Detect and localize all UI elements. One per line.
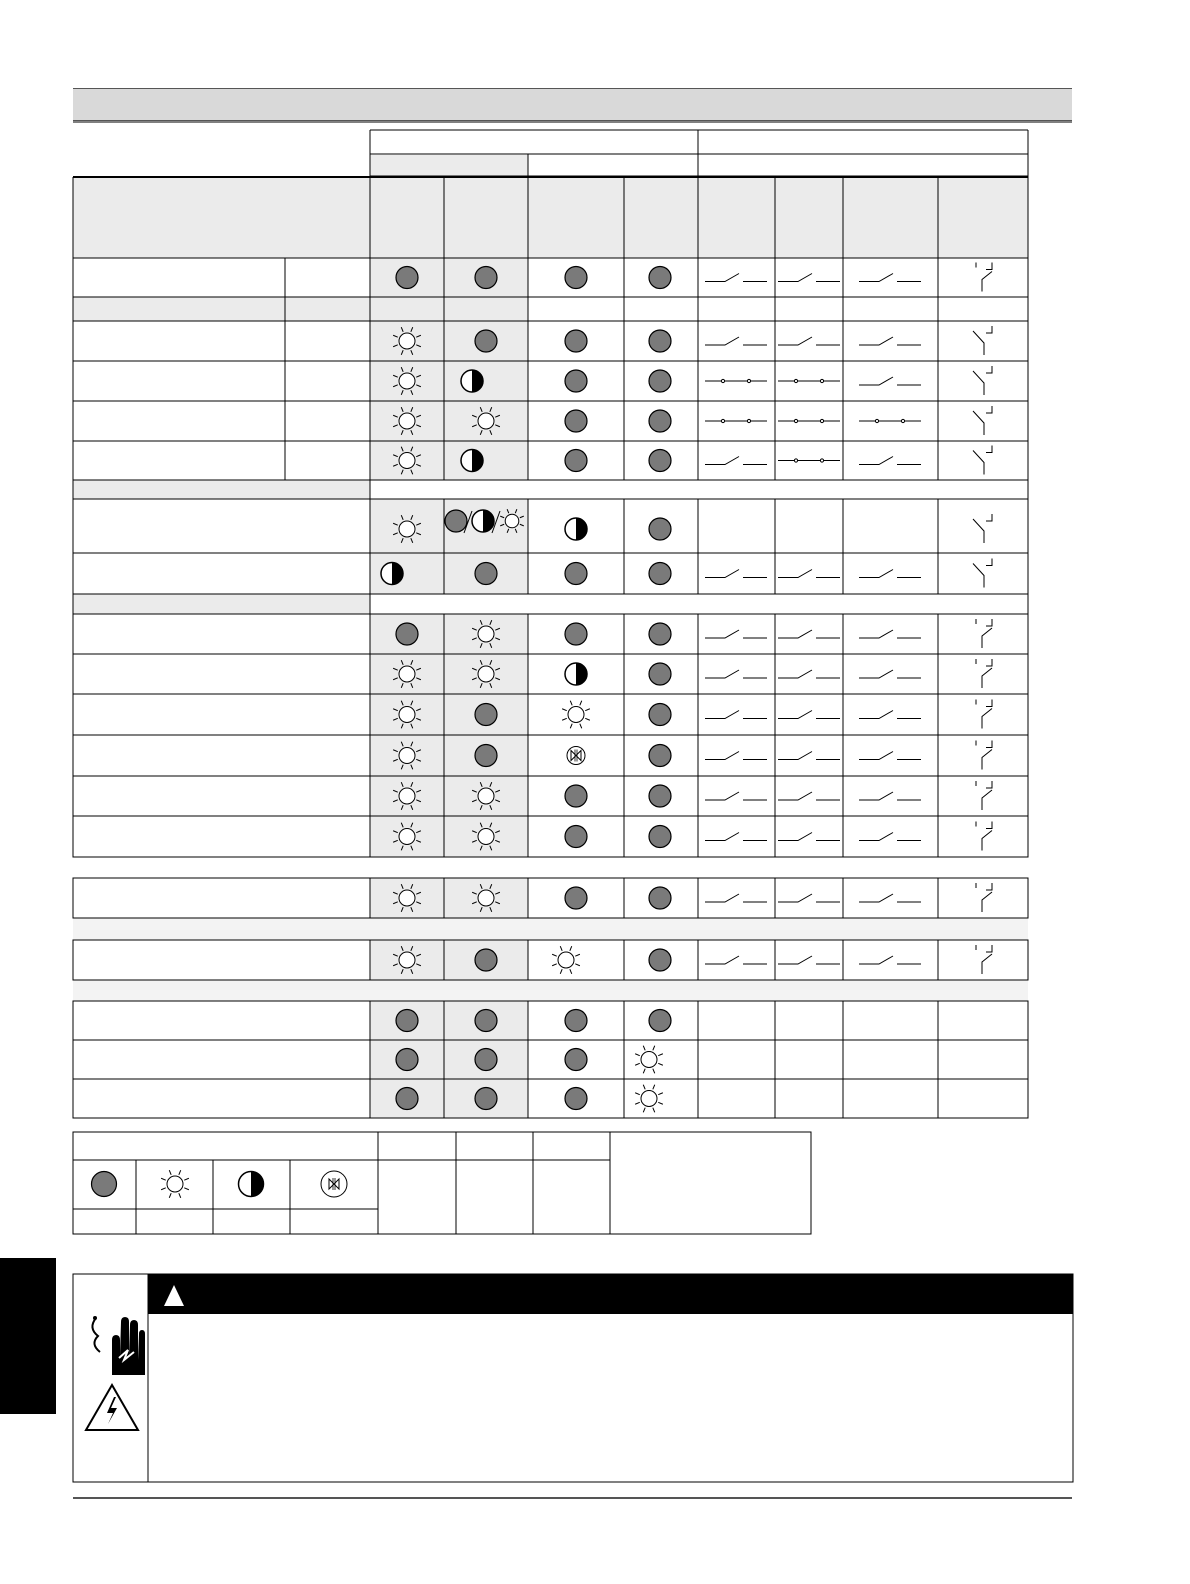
contact-open-icon [859,457,921,465]
led-off-icon [565,826,587,848]
led-off-icon [649,785,671,807]
contact-open-icon [705,711,767,719]
led-off-icon [649,518,671,540]
changeover-contact-icon [973,406,992,435]
changeover-contact-icon [976,822,992,851]
led-off-icon [475,745,497,767]
contact-open-icon [705,956,767,964]
led-on-icon [552,946,580,974]
contact-open-icon [705,670,767,678]
led-off-icon [649,410,671,432]
led-flash-icon [461,370,483,392]
table-row [393,700,992,729]
changeover-contact-icon [976,741,992,770]
contact-open-icon [859,377,921,385]
led-off-icon [475,1088,497,1110]
led-off-icon [649,330,671,352]
led-off-icon [475,704,497,726]
led-off-icon [649,887,671,909]
led-off-icon [475,563,497,585]
led-off-icon [475,1049,497,1071]
led-off-icon [649,370,671,392]
led-off-icon [649,563,671,585]
contact-open-icon [859,752,921,760]
contact-open-icon [778,670,840,678]
table-row [393,326,992,355]
changeover-contact-icon [973,446,992,475]
legend-table [73,1132,811,1234]
led-off-icon [649,704,671,726]
led-alternate-icon [321,1171,347,1197]
changeover-contact-icon [976,781,992,810]
contact-open-icon [859,337,921,345]
led-off-icon [649,623,671,645]
led-off-icon [92,1172,117,1197]
led-off-icon [396,1010,418,1032]
changeover-contact-icon [976,945,992,974]
led-off-icon [565,1088,587,1110]
led-off-icon [565,1010,587,1032]
led-off-icon [649,745,671,767]
contact-open-icon [778,711,840,719]
legend-symbols [92,1170,348,1198]
contact-open-icon [778,833,840,841]
led-off-icon [649,663,671,685]
contact-open-icon [778,274,840,282]
led-flash-icon [565,663,587,685]
led-off-icon [396,1049,418,1071]
changeover-contact-icon [976,263,992,292]
led-flash-icon [381,563,403,585]
contact-open-icon [859,670,921,678]
contact-open-icon [705,274,767,282]
contact-open-icon [859,570,921,578]
led-off-icon [565,563,587,585]
contact-open-icon [778,337,840,345]
changeover-contact-icon [973,326,992,355]
led-on-icon [635,1046,663,1074]
led-off-icon [565,1049,587,1071]
contact-open-icon [705,894,767,902]
led-on-icon [161,1170,189,1198]
led-off-icon [396,1088,418,1110]
contact-open-icon [859,630,921,638]
contact-open-icon [859,956,921,964]
contact-open-icon [778,630,840,638]
contact-closed-icon [705,379,767,382]
led-off-icon [396,267,418,289]
led-on-icon [635,1085,663,1113]
contact-open-icon [705,792,767,800]
contact-open-icon [705,570,767,578]
contact-open-icon [859,792,921,800]
led-flash-icon [472,510,494,532]
led-off-icon [649,267,671,289]
changeover-contact-icon [976,659,992,688]
led-off-icon [475,330,497,352]
led-off-icon [396,623,418,645]
changeover-contact-icon [976,619,992,648]
led-off-icon [565,623,587,645]
led-off-icon [565,450,587,472]
led-flash-icon [239,1172,264,1197]
contact-open-icon [859,894,921,902]
led-off-icon [649,949,671,971]
changeover-contact-icon [976,883,992,912]
led-on-icon [562,701,590,729]
led-flash-icon [565,518,587,540]
led-off-icon [649,450,671,472]
contact-open-icon [705,833,767,841]
table-row [396,263,992,292]
table-row [393,945,992,974]
contact-open-icon [778,956,840,964]
contact-open-icon [705,630,767,638]
changeover-contact-icon [973,514,992,543]
led-off-icon [565,410,587,432]
table-row [393,741,992,770]
led-flash-icon [461,450,483,472]
contact-closed-icon [778,379,840,382]
led-off-icon [565,267,587,289]
led-alternate-icon [567,747,585,765]
changeover-contact-icon [976,700,992,729]
changeover-contact-icon [973,366,992,395]
contact-open-icon [705,752,767,760]
contact-open-icon [705,457,767,465]
led-off-icon [565,785,587,807]
contact-closed-icon [778,419,840,422]
contact-open-icon [859,274,921,282]
led-off-icon [565,370,587,392]
contact-closed-icon [859,419,921,422]
contact-closed-icon [705,419,767,422]
contact-open-icon [778,894,840,902]
led-off-icon [649,826,671,848]
led-off-icon [565,887,587,909]
contact-open-icon [705,337,767,345]
contact-open-icon [859,711,921,719]
led-off-icon [649,1010,671,1032]
contact-open-icon [778,570,840,578]
led-off-icon [445,510,467,532]
led-off-icon [475,267,497,289]
contact-open-icon [778,792,840,800]
warning-box [73,1274,1073,1482]
led-off-icon [565,330,587,352]
contact-open-icon [859,833,921,841]
led-off-icon [475,949,497,971]
led-off-icon [475,1010,497,1032]
contact-open-icon [778,752,840,760]
changeover-contact-icon [973,559,992,588]
contact-closed-icon [778,459,840,462]
